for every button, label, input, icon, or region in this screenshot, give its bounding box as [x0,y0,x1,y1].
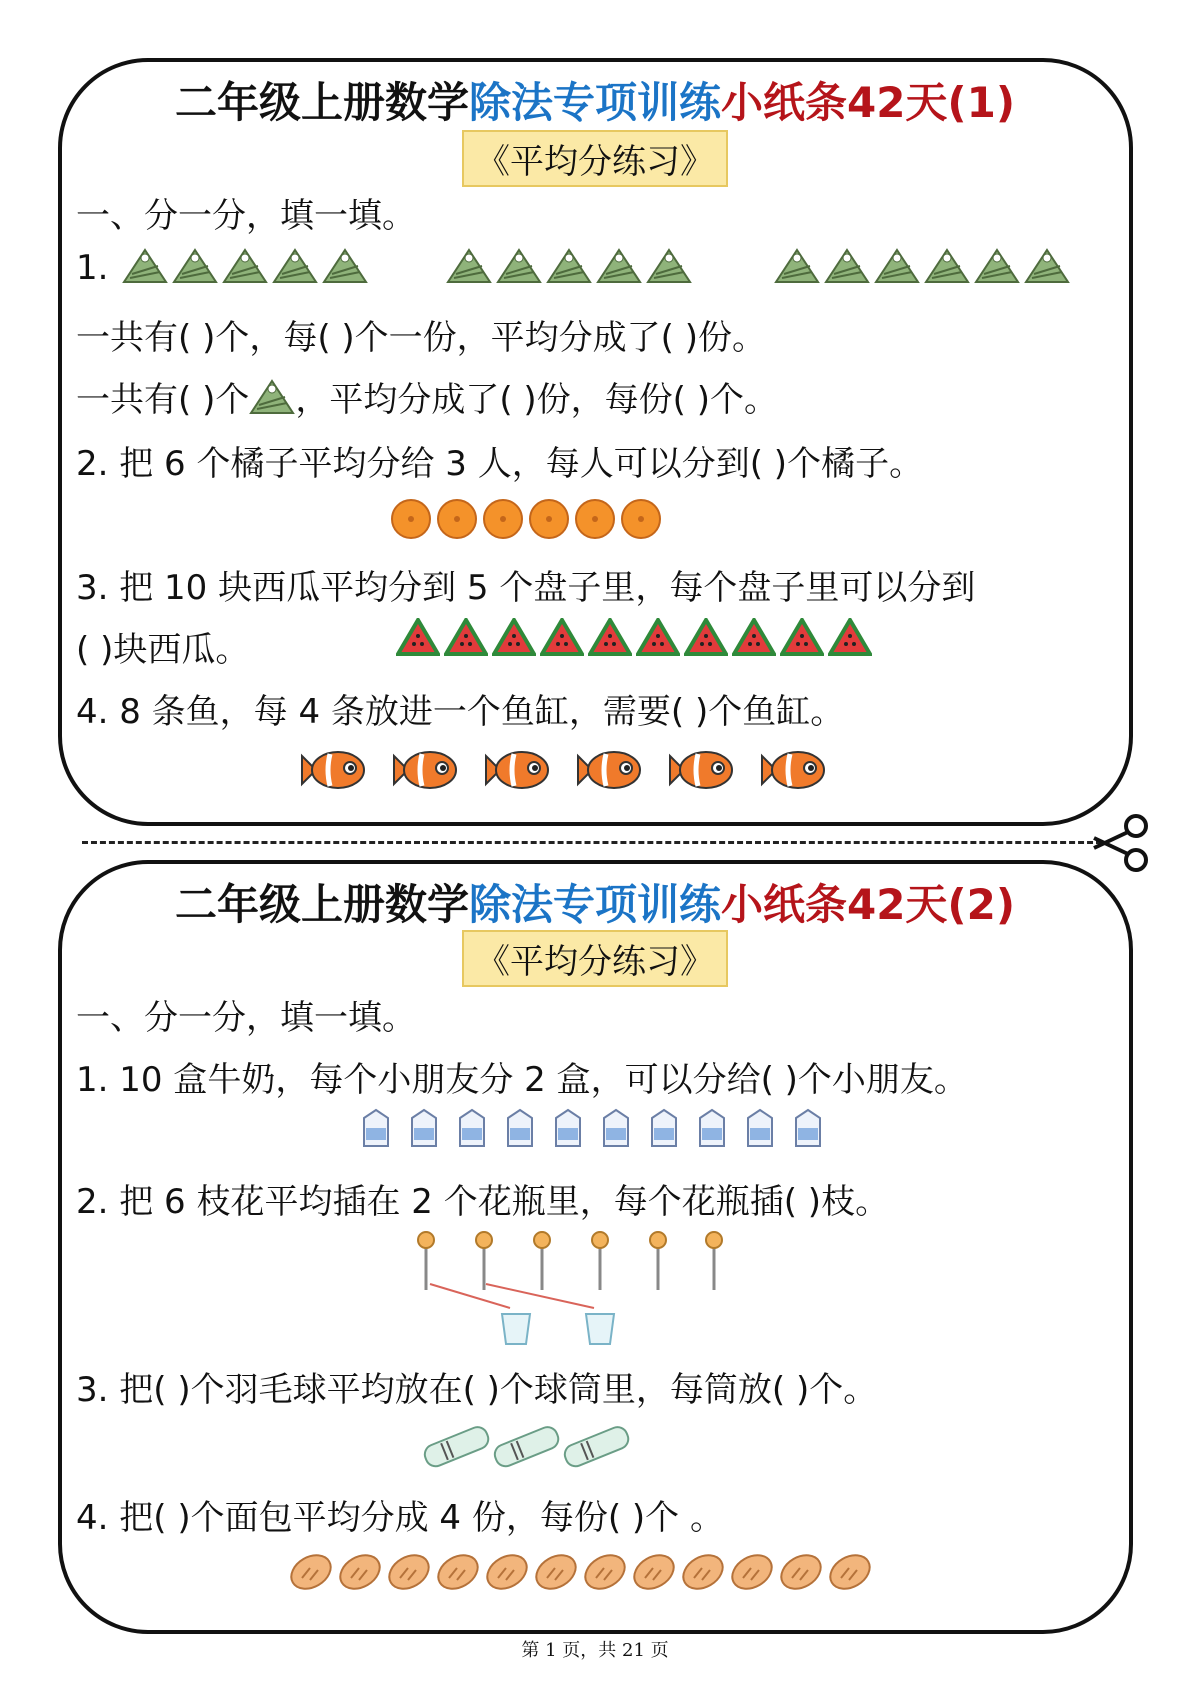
zongzi-icon [446,246,492,286]
milk-row [356,1108,828,1148]
zongzi-icon [546,246,592,286]
bread-icon [729,1552,775,1592]
flower-icon [706,1232,722,1290]
bread-icon [582,1552,628,1592]
bread-icon [484,1552,530,1592]
watermelon-slice-icon [780,618,824,656]
card1-q1-line2-start: 一共有( )个 [76,380,250,420]
shuttlecock-tube-icon [562,1424,631,1469]
bread-icon [631,1552,677,1592]
milk-carton-icon [548,1108,588,1148]
watermelon-slice-icon [684,618,728,656]
zongzi-icon [774,246,820,286]
card1-title-grade: 二年级上册数学 [174,78,469,127]
card1-q3-line1: 3. 把 10 块西瓜平均分到 5 个盘子里，每个盘子里可以分到 [76,568,976,608]
arrow-line [486,1284,594,1308]
bread-icon [533,1552,579,1592]
milk-carton-icon [788,1108,828,1148]
bread-icon [778,1552,824,1592]
orange-icon [574,498,616,540]
zongzi-icon [596,246,642,286]
zongzi-group-1 [122,246,368,286]
card2-title [0,872,1190,932]
watermelon-slice-icon [492,618,536,656]
card2-subtitle: 《平均分练习》 [462,930,728,987]
bread-icon [680,1552,726,1592]
orange-icon [482,498,524,540]
flower-icon [476,1232,492,1290]
clownfish-icon [392,748,460,792]
milk-carton-icon [404,1108,444,1148]
milk-carton-icon [500,1108,540,1148]
zongzi-icon [974,246,1020,286]
milk-carton-icon [692,1108,732,1148]
card1-q2-text: 2. 把 6 个橘子平均分给 3 人，每人可以分到( )个橘子。 [76,444,924,484]
milk-carton-icon [596,1108,636,1148]
card2-q3-text: 3. 把( )个羽毛球平均放在( )个球筒里，每筒放( )个。 [76,1370,878,1410]
card2-title-grade: 二年级上册数学 [174,880,469,929]
milk-carton-icon [356,1108,396,1148]
zongzi-icon [322,246,368,286]
zongzi-group-3 [774,246,1070,286]
card1-title [0,70,1190,130]
orange-icon [436,498,478,540]
shuttlecock-tube-icon [492,1424,561,1469]
milk-carton-icon [452,1108,492,1148]
shuttlecock-tube-icon [422,1424,491,1469]
flower-icon [592,1232,608,1290]
card1-q1-line1: 一共有( )个，每( )个一份，平均分成了( )份。 [76,318,767,358]
watermelon-slice-icon [540,618,584,656]
milk-carton-icon [740,1108,780,1148]
flower-icon [418,1232,434,1290]
bread-icon [386,1552,432,1592]
watermelon-slice-icon [732,618,776,656]
zongzi-icon [874,246,920,286]
bread-icon [435,1552,481,1592]
card1-title-day: 小纸条42天(1) [720,78,1016,127]
bread-icon [827,1552,873,1592]
card1-q4-text: 4. 8 条鱼，每 4 条放进一个鱼缸，需要( )个鱼缸。 [76,692,845,732]
bread-row [288,1552,873,1592]
watermelon-slice-icon [396,618,440,656]
watermelon-slice-icon [588,618,632,656]
clownfish-icon [760,748,828,792]
card2-q1-text: 1. 10 盒牛奶，每个小朋友分 2 盒，可以分给( )个小朋友。 [76,1060,968,1100]
watermelon-slice-icon [444,618,488,656]
zongzi-icon [172,246,218,286]
fish-row [300,748,828,792]
flowers-and-vases-illustration [410,1228,730,1350]
scissors-icon [1092,812,1154,874]
watermelon-slice-icon [828,618,872,656]
card2-q4-text: 4. 把( )个面包平均分成 4 份，每份( )个 。 [76,1498,724,1538]
zongzi-icon [924,246,970,286]
bread-icon [337,1552,383,1592]
page-footer: 第 1 页，共 21 页 [521,1640,669,1661]
shuttlecock-tubes-illustration [420,1414,640,1482]
card2-section-heading: 一、分一分，填一填。 [76,998,416,1038]
card1-section-heading: 一、分一分，填一填。 [76,196,416,236]
orange-row [390,498,662,540]
card1-title-topic: 除法专项训练 [468,78,721,127]
zongzi-icon [249,377,295,417]
zongzi-icon [272,246,318,286]
vase-icon [502,1314,530,1344]
zongzi-icon [222,246,268,286]
orange-icon [620,498,662,540]
watermelon-slice-icon [636,618,680,656]
zongzi-icon [1024,246,1070,286]
flower-icon [534,1232,550,1290]
card1-q1-line2-end: ，平均分成了( )份，每份( )个。 [295,380,779,420]
card1-q1-line2 [76,372,778,421]
card1-q1-number: 1. [76,248,109,288]
vase-icon [586,1314,614,1344]
cut-line [82,841,1102,844]
clownfish-icon [484,748,552,792]
watermelon-row [396,618,872,656]
clownfish-icon [300,748,368,792]
zongzi-group-2 [446,246,692,286]
zongzi-icon [496,246,542,286]
card1-q3-line2: ( )块西瓜。 [76,630,250,670]
card2-title-topic: 除法专项训练 [468,880,721,929]
zongzi-icon [824,246,870,286]
card2-q2-text: 2. 把 6 枝花平均插在 2 个花瓶里，每个花瓶插( )枝。 [76,1182,890,1222]
milk-carton-icon [644,1108,684,1148]
zongzi-icon [122,246,168,286]
clownfish-icon [576,748,644,792]
zongzi-icon [646,246,692,286]
bread-icon [288,1552,334,1592]
card2-title-day: 小纸条42天(2) [720,880,1016,929]
orange-icon [528,498,570,540]
card1-subtitle: 《平均分练习》 [462,130,728,187]
orange-icon [390,498,432,540]
flower-icon [650,1232,666,1290]
clownfish-icon [668,748,736,792]
